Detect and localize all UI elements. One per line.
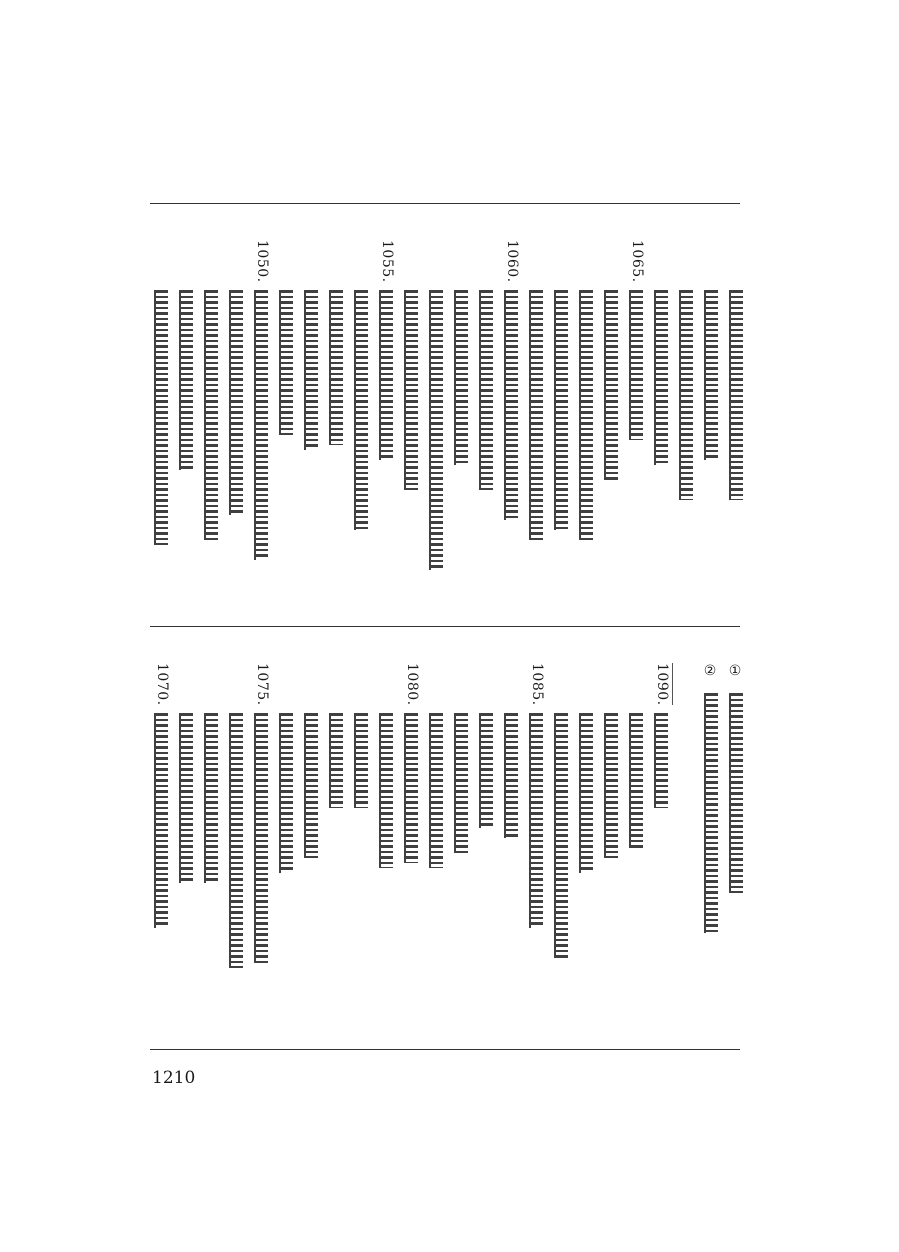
middle-rule [150,626,740,627]
verse-column [525,663,545,993]
text-column [225,663,245,993]
top-rule [150,203,740,204]
lower-text-block [150,663,740,993]
text-column [500,663,520,993]
text-column [325,240,345,570]
text-column [225,240,245,570]
text-column [600,663,620,993]
text-column [350,663,370,993]
text-column [450,663,470,993]
text-column [700,240,720,570]
verse-column [625,240,645,570]
verse-number: 1090. [654,663,670,706]
text-column [175,240,195,570]
text-column [725,240,745,570]
text-column [650,240,670,570]
text-column [625,663,645,993]
text-column [550,663,570,993]
text-column [150,240,170,570]
verse-number: 1080. [404,663,420,706]
verse-number: 1085. [529,663,545,706]
upper-text-block [150,240,740,570]
verse-column [150,663,170,993]
verse-column [500,240,520,570]
verse-column [375,240,395,570]
text-column [575,240,595,570]
text-column [200,663,220,993]
text-column [450,240,470,570]
footnote-marker: ② [703,663,717,679]
verse-column [650,663,670,993]
text-column [275,240,295,570]
text-column [350,240,370,570]
text-column [675,240,695,570]
verse-number: 1050. [254,240,270,283]
text-column [475,663,495,993]
text-column [550,240,570,570]
verse-column [400,663,420,993]
verse-number: 1075. [254,663,270,706]
footnote-marker: ① [728,663,742,679]
text-column [275,663,295,993]
text-column [300,663,320,993]
text-column [175,663,195,993]
footnote-column [725,663,745,993]
verse-number: 1070. [154,663,170,706]
text-column [300,240,320,570]
text-column [425,663,445,993]
verse-number: 1065. [629,240,645,283]
bottom-rule [150,1049,740,1050]
text-column [375,663,395,993]
text-column [325,663,345,993]
text-column [200,240,220,570]
verse-column [250,240,270,570]
footnote-column [700,663,720,993]
verse-column [250,663,270,993]
text-column [400,240,420,570]
text-column [575,663,595,993]
text-column [525,240,545,570]
footnote-divider [672,663,673,705]
text-column [600,240,620,570]
text-column [475,240,495,570]
text-column [425,240,445,570]
page-number: 1210 [152,1068,196,1088]
verse-number: 1055. [379,240,395,283]
verse-number: 1060. [504,240,520,283]
